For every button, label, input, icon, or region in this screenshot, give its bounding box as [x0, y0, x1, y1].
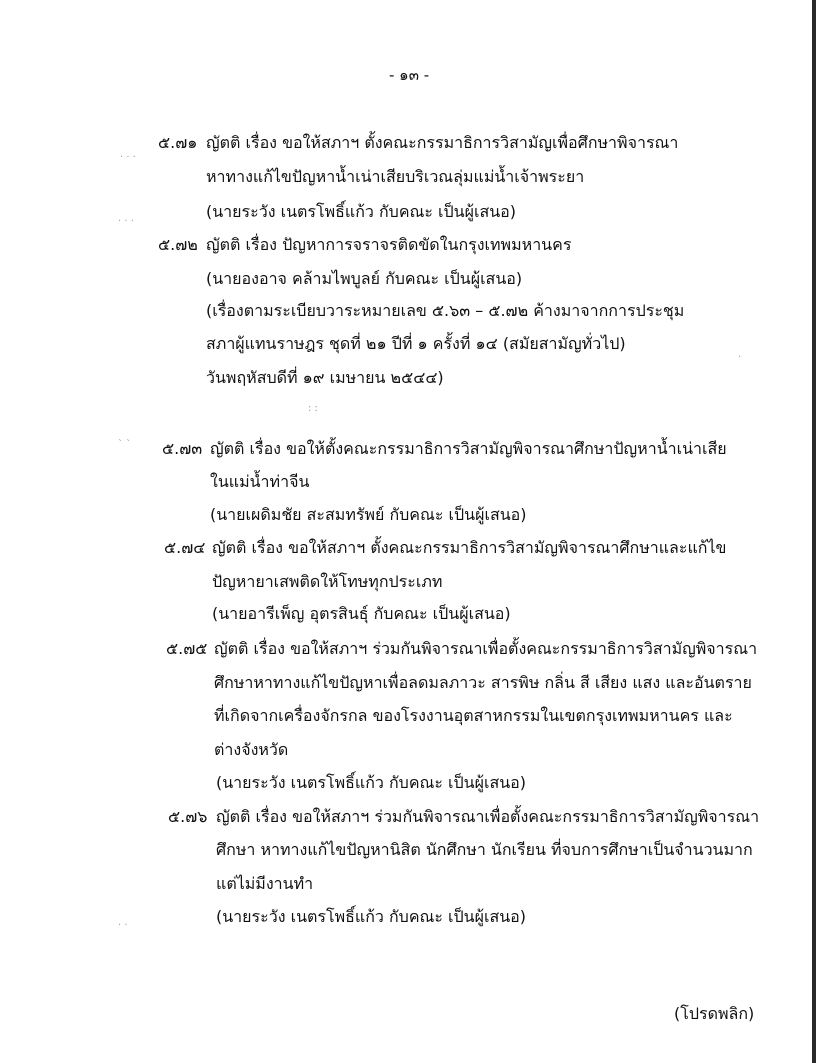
item-proposer: (นายองอาจ คล้ามไพบูลย์ กับคณะ เป็นผู้เสนอ): [206, 269, 523, 288]
page-number: - ๑๓ -: [389, 66, 430, 84]
item-line: ญัตติ เรื่อง ขอให้สภาฯ ตั้งคณะกรรมาธิการวิสามัญพิจารณาศึกษาและแก้ไข: [212, 538, 727, 557]
item-number: ๕.๗๒: [158, 235, 198, 254]
item-line: แต่ไม่มีงานทำ: [216, 874, 314, 893]
item-line: ในแม่น้ำท่าจีน: [210, 472, 310, 491]
item-line: ญัตติ เรื่อง ขอให้สภาฯ ตั้งคณะกรรมาธิการวิสามัญเพื่อศึกษาพิจารณา: [206, 133, 679, 152]
item-line: สภาผู้แทนราษฎร ชุดที่ ๒๑ ปีที่ ๑ ครั้งที่ ๑๔ (สมัยสามัญทั่วไป): [206, 334, 626, 353]
item-number: ๕.๗๑: [158, 133, 198, 152]
scan-speck: . . .: [118, 213, 134, 224]
item-line: ศึกษา หาทางแก้ไขปัญหานิสิต นักศึกษา นักเรียน ที่จบการศึกษาเป็นจำนวนมาก: [216, 840, 753, 859]
scan-speck: : :: [308, 403, 318, 414]
item-proposer: (นายระวัง เนตรโพธิ์แก้ว กับคณะ เป็นผู้เสนอ): [216, 773, 527, 792]
item-line: หาทางแก้ไขปัญหาน้ำเน่าเสียบริเวณลุ่มแม่น้ำเจ้าพระยา: [206, 167, 585, 186]
item-number: ๕.๗๕: [166, 639, 208, 658]
item-number: ๕.๗๓: [162, 439, 203, 458]
scan-page-edge: [812, 0, 816, 1063]
please-turn-over-note: (โปรดพลิก): [674, 1004, 755, 1023]
item-line: ญัตติ เรื่อง ขอให้สภาฯ ร่วมกันพิจารณาเพื่อตั้งคณะกรรมาธิการวิสามัญพิจารณา: [214, 639, 758, 658]
item-line: ปัญหายาเสพติดให้โทษทุกประเภท: [212, 572, 443, 591]
scan-speck: .: [738, 349, 742, 360]
item-line: ศึกษาหาทางแก้ไขปัญหาเพื่อลดมลภาวะ สารพิษ กลิ่น สี เสียง แสง และอันตราย: [214, 673, 752, 692]
item-proposer: (นายอารีเพ็ญ อุตรสินธุ์ กับคณะ เป็นผู้เสนอ): [212, 604, 511, 623]
item-proposer: (นายเผดิมชัย สะสมทรัพย์ กับคณะ เป็นผู้เสนอ): [210, 505, 527, 524]
item-number: ๕.๗๔: [164, 538, 206, 557]
item-line: ต่างจังหวัด: [214, 740, 289, 759]
item-proposer: (นายระวัง เนตรโพธิ์แก้ว กับคณะ เป็นผู้เสนอ): [206, 202, 517, 221]
item-line: ญัตติ เรื่อง ปัญหาการจราจรติดขัดในกรุงเทพมหานคร: [206, 235, 572, 254]
item-line: ญัตติ เรื่อง ขอให้สภาฯ ร่วมกันพิจารณาเพื่อตั้งคณะกรรมาธิการวิสามัญพิจารณา: [216, 807, 760, 826]
scan-speck: . .: [118, 917, 128, 928]
item-number: ๕.๗๖: [168, 807, 208, 826]
item-line: ที่เกิดจากเครื่องจักรกล ของโรงงานอุตสาหกรรมในเขตกรุงเทพมหานคร และ: [214, 706, 733, 725]
item-proposer: (นายระวัง เนตรโพธิ์แก้ว กับคณะ เป็นผู้เสนอ): [216, 907, 527, 926]
item-line: (เรื่องตามระเบียบวาระหมายเลข ๕.๖๓ – ๕.๗๒ ค้างมาจากการประชุม: [206, 301, 685, 320]
item-line: วันพฤหัสบดีที่ ๑๙ เมษายน ๒๕๔๔): [206, 368, 444, 387]
scan-speck: . . .: [120, 149, 136, 160]
item-line: ญัตติ เรื่อง ขอให้ตั้งคณะกรรมาธิการวิสามัญพิจารณาศึกษาปัญหาน้ำเน่าเสีย: [210, 439, 727, 458]
scan-speck: ` `: [118, 439, 132, 450]
